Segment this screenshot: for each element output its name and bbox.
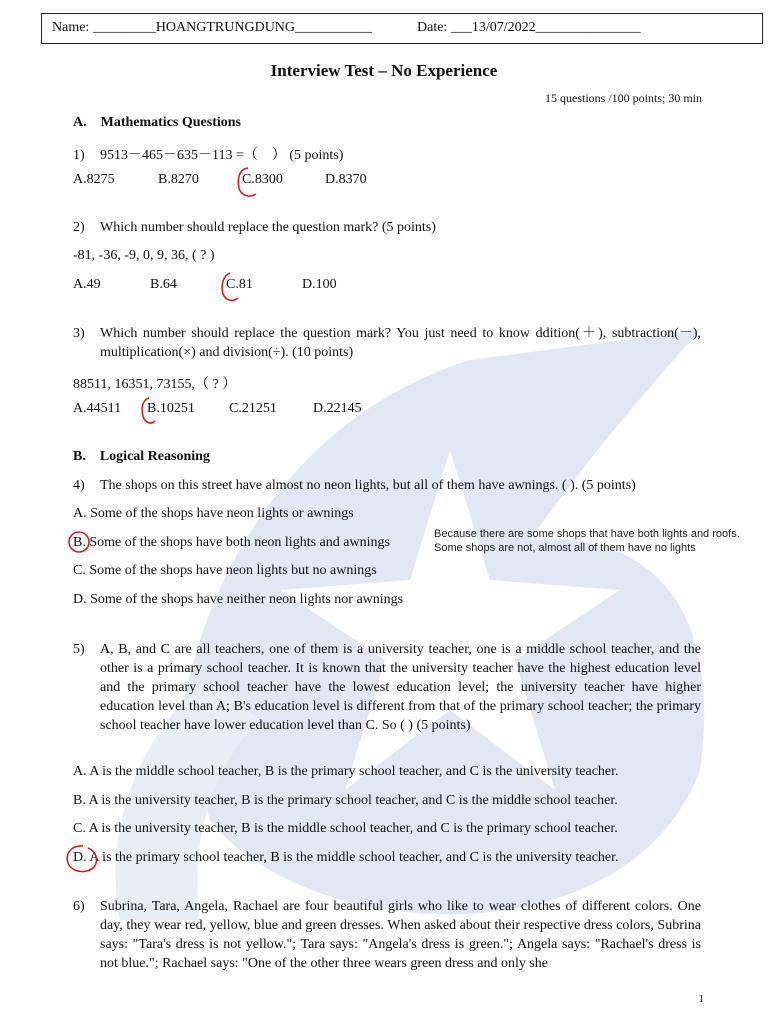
question-3-sequence: 88511, 16351, 73155,（ ? ）	[73, 377, 237, 392]
question-6-text: Subrina, Tara, Angela, Rachael are four beautiful girls who like to wear clothes of different colors. One day, they wear red, yellow, blue and green dresses. When asked about their respective dress colors, Subrina says: "Tara's dress is not yellow."; Tara says: "Angela's dress is green."; Angela says: "Rachael's dress is not blue."; Rachael says: "One of the other three wears green dress and only she	[100, 899, 701, 971]
question-5-text: A, B, and C are all teachers, one of them is a university teacher, one is a middle school teacher, and the other is a primary school teacher. It is known that the university teacher have the highest education level and the primary school teacher have the lowest education level; the university teacher have higher education level than A; B's education level is different from that of the primary school teacher; the primary school teacher have lower education level than C. So ( ) (5 points)	[100, 642, 701, 733]
question-1	[73, 144, 343, 164]
question-2-sequence: -81, -36, -9, 0, 9, 36, ( ? )	[73, 248, 215, 263]
question-4-number: 4)	[73, 478, 85, 493]
q5-option-d: D. A is the primary school teacher, B is the middle school teacher, and C is the university teacher.	[73, 850, 619, 865]
question-2	[73, 220, 436, 236]
section-a-heading: A. Mathematics Questions	[73, 115, 241, 130]
question-5	[73, 640, 701, 735]
question-6-number: 6)	[73, 899, 85, 914]
question-2-text: Which number should replace the question mark? (5 points)	[100, 220, 436, 235]
question-6	[73, 897, 701, 973]
star-logo-watermark	[60, 300, 760, 940]
q4-option-c: C. Some of the shops have neon lights but no awnings	[73, 563, 377, 578]
q2-option-a: A.49	[73, 277, 101, 292]
name-field: Name: _________HOANGTRUNGDUNG___________	[52, 20, 373, 35]
question-3-text: Which number should replace the question mark? You just need to know ddition(＋), subtraction(－), multiplication(×) and division(÷). (10 points)	[100, 326, 701, 360]
q3-option-a: A.44511	[73, 401, 122, 416]
question-1-text: 9513－465－635－113 =（ ） (5 points)	[100, 148, 344, 163]
q2-option-c: C.81	[226, 277, 253, 292]
q4-handwritten-note-line-2: Some shops are not, almost all of them have no lights	[434, 542, 696, 554]
date-field: Date: ___13/07/2022_______________	[417, 20, 641, 35]
q2-option-d: D.100	[302, 277, 337, 292]
q1-option-a: A.8275	[73, 172, 115, 187]
section-b-heading: B. Logical Reasoning	[73, 449, 210, 464]
page-title: Interview Test – No Experience	[270, 61, 498, 80]
question-4	[73, 478, 636, 494]
q1-option-b: B.8270	[158, 172, 199, 187]
q1-option-c: C.8300	[242, 172, 283, 187]
question-1-number: 1)	[73, 148, 85, 163]
question-3-number: 3)	[73, 326, 85, 341]
header-box	[41, 13, 763, 44]
question-3	[73, 324, 701, 362]
question-4-text: The shops on this street have almost no neon lights, but all of them have awnings. ( ). (5 points)	[100, 478, 636, 493]
q3-option-b: B.10251	[147, 401, 195, 416]
q5-option-b: B. A is the university teacher, B is the primary school teacher, and C is the middle school teacher.	[73, 793, 618, 808]
question-2-number: 2)	[73, 220, 85, 235]
page-number: 1	[698, 993, 704, 1005]
q5-option-c: C. A is the university teacher, B is the middle school teacher, and C is the primary school teacher.	[73, 821, 618, 836]
q4-option-b: B. Some of the shops have both neon lights and awnings	[73, 535, 390, 550]
q4-option-d: D. Some of the shops have neither neon lights nor awnings	[73, 592, 404, 607]
q1-option-d: D.8370	[325, 172, 367, 187]
q3-option-c: C.21251	[229, 401, 277, 416]
q3-option-d: D.22145	[313, 401, 362, 416]
question-5-number: 5)	[73, 642, 85, 657]
test-meta: 15 questions /100 points; 30 min	[544, 91, 702, 105]
q2-option-b: B.64	[150, 277, 177, 292]
q5-option-a: A. A is the middle school teacher, B is the primary school teacher, and C is the university teacher.	[73, 764, 619, 779]
q4-handwritten-note-line-1: Because there are some shops that have both lights and roofs.	[434, 528, 740, 540]
q4-option-a: A. Some of the shops have neon lights or awnings	[73, 506, 354, 521]
